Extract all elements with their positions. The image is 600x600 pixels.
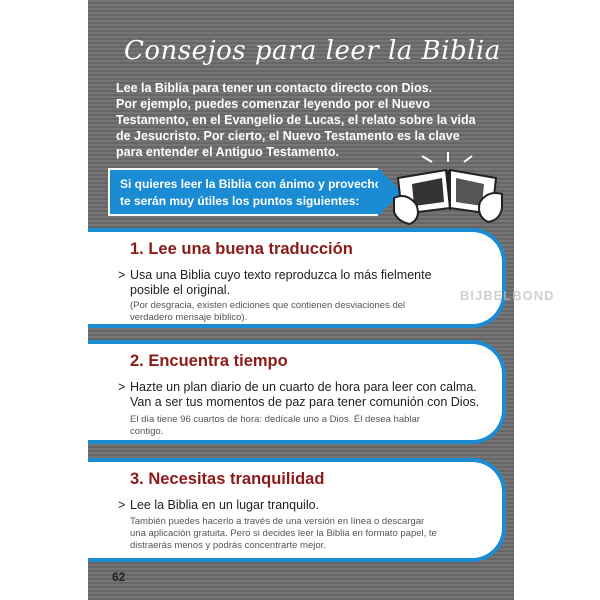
- tip-point-line: Hazte un plan diario de un cuarto de hora para leer con calma.: [130, 380, 477, 394]
- tip-note-line: verdadero mensaje bíblico).: [130, 312, 248, 323]
- watermark: BIJBELBOND: [460, 288, 555, 303]
- tip-card: [88, 228, 506, 328]
- intro-line: Por ejemplo, puedes comenzar leyendo por el Nuevo: [116, 97, 430, 111]
- tip-point-line: Usa una Biblia cuyo texto reproduzca lo más fielmente: [130, 268, 432, 282]
- chevron-right-icon: >: [118, 380, 126, 394]
- callout-line: Si quieres leer la Biblia con ánimo y provecho,: [120, 177, 386, 191]
- callout-line: te serán muy útiles los puntos siguientes:: [120, 194, 360, 208]
- chevron-right-icon: >: [118, 268, 126, 282]
- intro-line: de Jesucristo. Por cierto, el Nuevo Testamento es la clave: [116, 129, 460, 143]
- tip-note-line: También puedes hacerlo a través de una versión en línea o descargar: [130, 516, 425, 527]
- intro-line: para entender el Antiguo Testamento.: [116, 145, 339, 159]
- tip-card: [88, 340, 506, 444]
- tip-heading: 3. Necesitas tranquilidad: [130, 470, 325, 488]
- tip-note-line: una aplicación gratuita. Pero si decides leer la Biblia en formato papel, te: [130, 528, 437, 539]
- page-title: Consejos para leer la Biblia: [124, 36, 501, 66]
- page-number: 62: [112, 570, 126, 584]
- tip-heading: 1. Lee una buena traducción: [130, 240, 353, 258]
- tip-note: [130, 516, 480, 552]
- tip-point-line: Lee la Biblia en un lugar tranquilo.: [130, 498, 320, 512]
- tip-point: [118, 380, 478, 410]
- intro-line: Testamento, en el Evangelio de Lucas, el relato sobre la vida: [116, 113, 476, 127]
- tip-note-line: El día tiene 96 cuartos de hora: dedícale uno a Dios. Él desea hablar: [130, 414, 420, 425]
- intro-line: Lee la Biblia para tener un contacto directo con Dios.: [116, 81, 433, 95]
- tip-heading: 2. Encuentra tiempo: [130, 352, 288, 370]
- tip-note-line: contigo.: [130, 426, 164, 437]
- callout-banner: [108, 168, 386, 216]
- tip-point: [118, 268, 478, 298]
- tip-note-line: distraerás menos y podrás concentrarte mejor.: [130, 540, 326, 551]
- intro-text: [116, 80, 476, 160]
- tip-point-line: Van a ser tus momentos de paz para tener comunión con Dios.: [130, 395, 480, 409]
- tip-point: [118, 498, 478, 513]
- tip-note-line: (Por desgracia, existen ediciones que contienen desviaciones del: [130, 300, 406, 311]
- tip-card: [88, 458, 506, 562]
- tip-note: [130, 300, 480, 324]
- tip-note: [130, 414, 480, 438]
- chevron-right-icon: >: [118, 498, 126, 512]
- booklet-page: [88, 0, 555, 600]
- open-bible-hands-icon: [392, 148, 504, 228]
- tip-point-line: posible el original.: [130, 283, 231, 297]
